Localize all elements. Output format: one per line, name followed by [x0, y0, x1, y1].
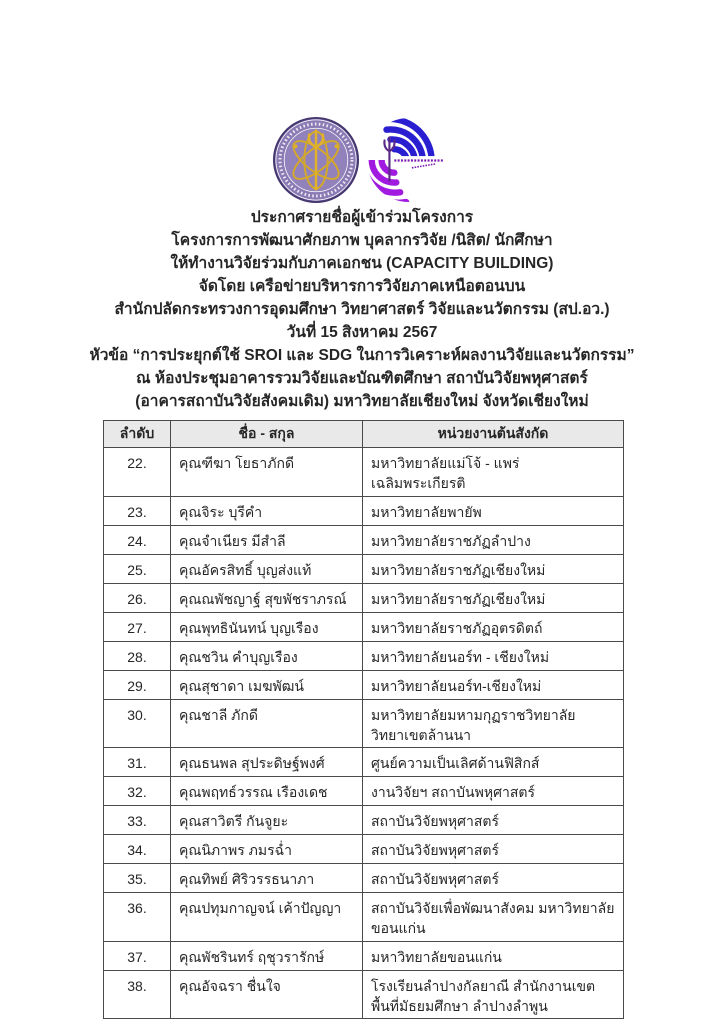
participant-name: คุณพัชรินทร์ ฤชุวรารักษ์ — [171, 941, 363, 970]
participant-affiliation: มหาวิทยาลัยราชภัฏอุตรดิตถ์ — [363, 612, 624, 641]
row-index: 27. — [104, 612, 171, 641]
column-header-affiliation: หน่วยงานต้นสังกัด — [363, 421, 624, 448]
participant-name: คุณจำเนียร มีสำลี — [171, 525, 363, 554]
title-line: สำนักปลัดกระทรวงการอุดมศึกษา วิทยาศาสตร์ วิจัยและนวัตกรรม (สป.อว.) — [114, 301, 610, 318]
participant-name: คุณชาลี ภักดี — [171, 699, 363, 748]
university-network-emblem-icon — [272, 116, 360, 204]
table-row — [104, 941, 624, 970]
row-index: 36. — [104, 893, 171, 942]
title-line: โครงการการพัฒนาศักยภาพ บุคลากรวิจัย /นิสิต/ นักศึกษา — [171, 232, 553, 249]
table-header-row — [104, 421, 624, 448]
participant-name: คุณนิภาพร ภมรฉ่ำ — [171, 835, 363, 864]
row-index: 24. — [104, 525, 171, 554]
title-line: จัดโดย เครือข่ายบริหารการวิจัยภาคเหนือตอนบน — [198, 278, 526, 295]
column-header-name: ชื่อ - สกุล — [171, 421, 363, 448]
participant-name: คุณอัครสิทธิ์ บุญส่งแท้ — [171, 554, 363, 583]
table-row — [104, 777, 624, 806]
title-line: วันที่ 15 สิงหาคม 2567 — [286, 324, 438, 341]
column-header-index: ลำดับ — [104, 421, 171, 448]
participant-affiliation: โรงเรียนลำปางกัลยาณี สำนักงานเขตพื้นที่มัธยมศึกษา ลำปางลำพูน — [363, 970, 624, 1019]
table-row — [104, 748, 624, 777]
row-index: 37. — [104, 941, 171, 970]
row-index: 34. — [104, 835, 171, 864]
table-row — [104, 612, 624, 641]
participant-name: คุณณพัชญาฐ์ สุขพัชราภรณ์ — [171, 583, 363, 612]
participant-affiliation: สถาบันวิจัยเพื่อพัฒนาสังคม มหาวิทยาลัยขอนแก่น — [363, 893, 624, 942]
table-row — [104, 699, 624, 748]
participant-affiliation: สถาบันวิจัยพหุศาสตร์ — [363, 835, 624, 864]
participant-name: คุณจิระ บุรีคำ — [171, 496, 363, 525]
table-row — [104, 496, 624, 525]
table-row — [104, 893, 624, 942]
row-index: 30. — [104, 699, 171, 748]
ministry-wave-emblem-icon — [365, 116, 453, 204]
row-index: 28. — [104, 641, 171, 670]
participant-affiliation: มหาวิทยาลัยราชภัฏเชียงใหม่ — [363, 554, 624, 583]
row-index: 31. — [104, 748, 171, 777]
table-row — [104, 641, 624, 670]
participant-name: คุณฑีฆา โยธาภักดี — [171, 448, 363, 497]
title-line: ประกาศรายชื่อผู้เข้าร่วมโครงการ — [250, 209, 474, 226]
participant-name: คุณทิพย์ ศิริวรรธนาภา — [171, 864, 363, 893]
participant-name: คุณสาวิตรี กันจูยะ — [171, 806, 363, 835]
participant-affiliation: มหาวิทยาลัยแม่โจ้ - แพร่ เฉลิมพระเกียรติ — [363, 448, 624, 497]
row-index: 26. — [104, 583, 171, 612]
document-title-block — [0, 206, 724, 413]
row-index: 32. — [104, 777, 171, 806]
table-row — [104, 864, 624, 893]
participant-name: คุณชวิน คำบุญเรือง — [171, 641, 363, 670]
row-index: 25. — [104, 554, 171, 583]
row-index: 38. — [104, 970, 171, 1019]
logo-row — [0, 116, 724, 204]
row-index: 33. — [104, 806, 171, 835]
title-line: หัวข้อ “การประยุกต์ใช้ SROI และ SDG ในการวิเคราะห์ผลงานวิจัยและนวัตกรรม” — [89, 347, 635, 364]
title-line: ให้ทำงานวิจัยร่วมกับภาคเอกชน (CAPACITY BUILDING) — [170, 255, 554, 272]
participant-affiliation: มหาวิทยาลัยมหามกุฏราชวิทยาลัย วิทยาเขตล้านนา — [363, 699, 624, 748]
participant-affiliation: ศูนย์ความเป็นเลิศด้านฟิสิกส์ — [363, 748, 624, 777]
participant-name: คุณพุทธินันทน์ บุญเรือง — [171, 612, 363, 641]
table-row — [104, 806, 624, 835]
participant-affiliation: มหาวิทยาลัยนอร์ท-เชียงใหม่ — [363, 670, 624, 699]
row-index: 29. — [104, 670, 171, 699]
participant-affiliation: มหาวิทยาลัยขอนแก่น — [363, 941, 624, 970]
table-row — [104, 525, 624, 554]
title-line: (อาคารสถาบันวิจัยสังคมเดิม) มหาวิทยาลัยเชียงใหม่ จังหวัดเชียงใหม่ — [135, 393, 589, 410]
row-index: 22. — [104, 448, 171, 497]
row-index: 35. — [104, 864, 171, 893]
participant-affiliation: งานวิจัยฯ สถาบันพหุศาสตร์ — [363, 777, 624, 806]
table-row — [104, 448, 624, 497]
participants-table — [103, 420, 624, 1019]
table-row — [104, 970, 624, 1019]
table-row — [104, 670, 624, 699]
participant-name: คุณพฤทธ์วรรณ เรืองเดช — [171, 777, 363, 806]
table-row — [104, 583, 624, 612]
participant-affiliation: สถาบันวิจัยพหุศาสตร์ — [363, 806, 624, 835]
table-row — [104, 835, 624, 864]
participant-name: คุณธนพล สุประดิษฐ์พงศ์ — [171, 748, 363, 777]
participant-affiliation: สถาบันวิจัยพหุศาสตร์ — [363, 864, 624, 893]
participant-affiliation: มหาวิทยาลัยพายัพ — [363, 496, 624, 525]
participant-name: คุณอัจฉรา ชื่นใจ — [171, 970, 363, 1019]
participant-name: คุณสุชาดา เมฆพัฒน์ — [171, 670, 363, 699]
participant-affiliation: มหาวิทยาลัยนอร์ท - เชียงใหม่ — [363, 641, 624, 670]
title-line: ณ ห้องประชุมอาคารรวมวิจัยและบัณฑิตศึกษา สถาบันวิจัยพหุศาสตร์ — [136, 370, 588, 387]
row-index: 23. — [104, 496, 171, 525]
participant-affiliation: มหาวิทยาลัยราชภัฏลำปาง — [363, 525, 624, 554]
participant-affiliation: มหาวิทยาลัยราชภัฏเชียงใหม่ — [363, 583, 624, 612]
table-row — [104, 554, 624, 583]
participant-name: คุณปทุมกาญจน์ เค้าปัญญา — [171, 893, 363, 942]
